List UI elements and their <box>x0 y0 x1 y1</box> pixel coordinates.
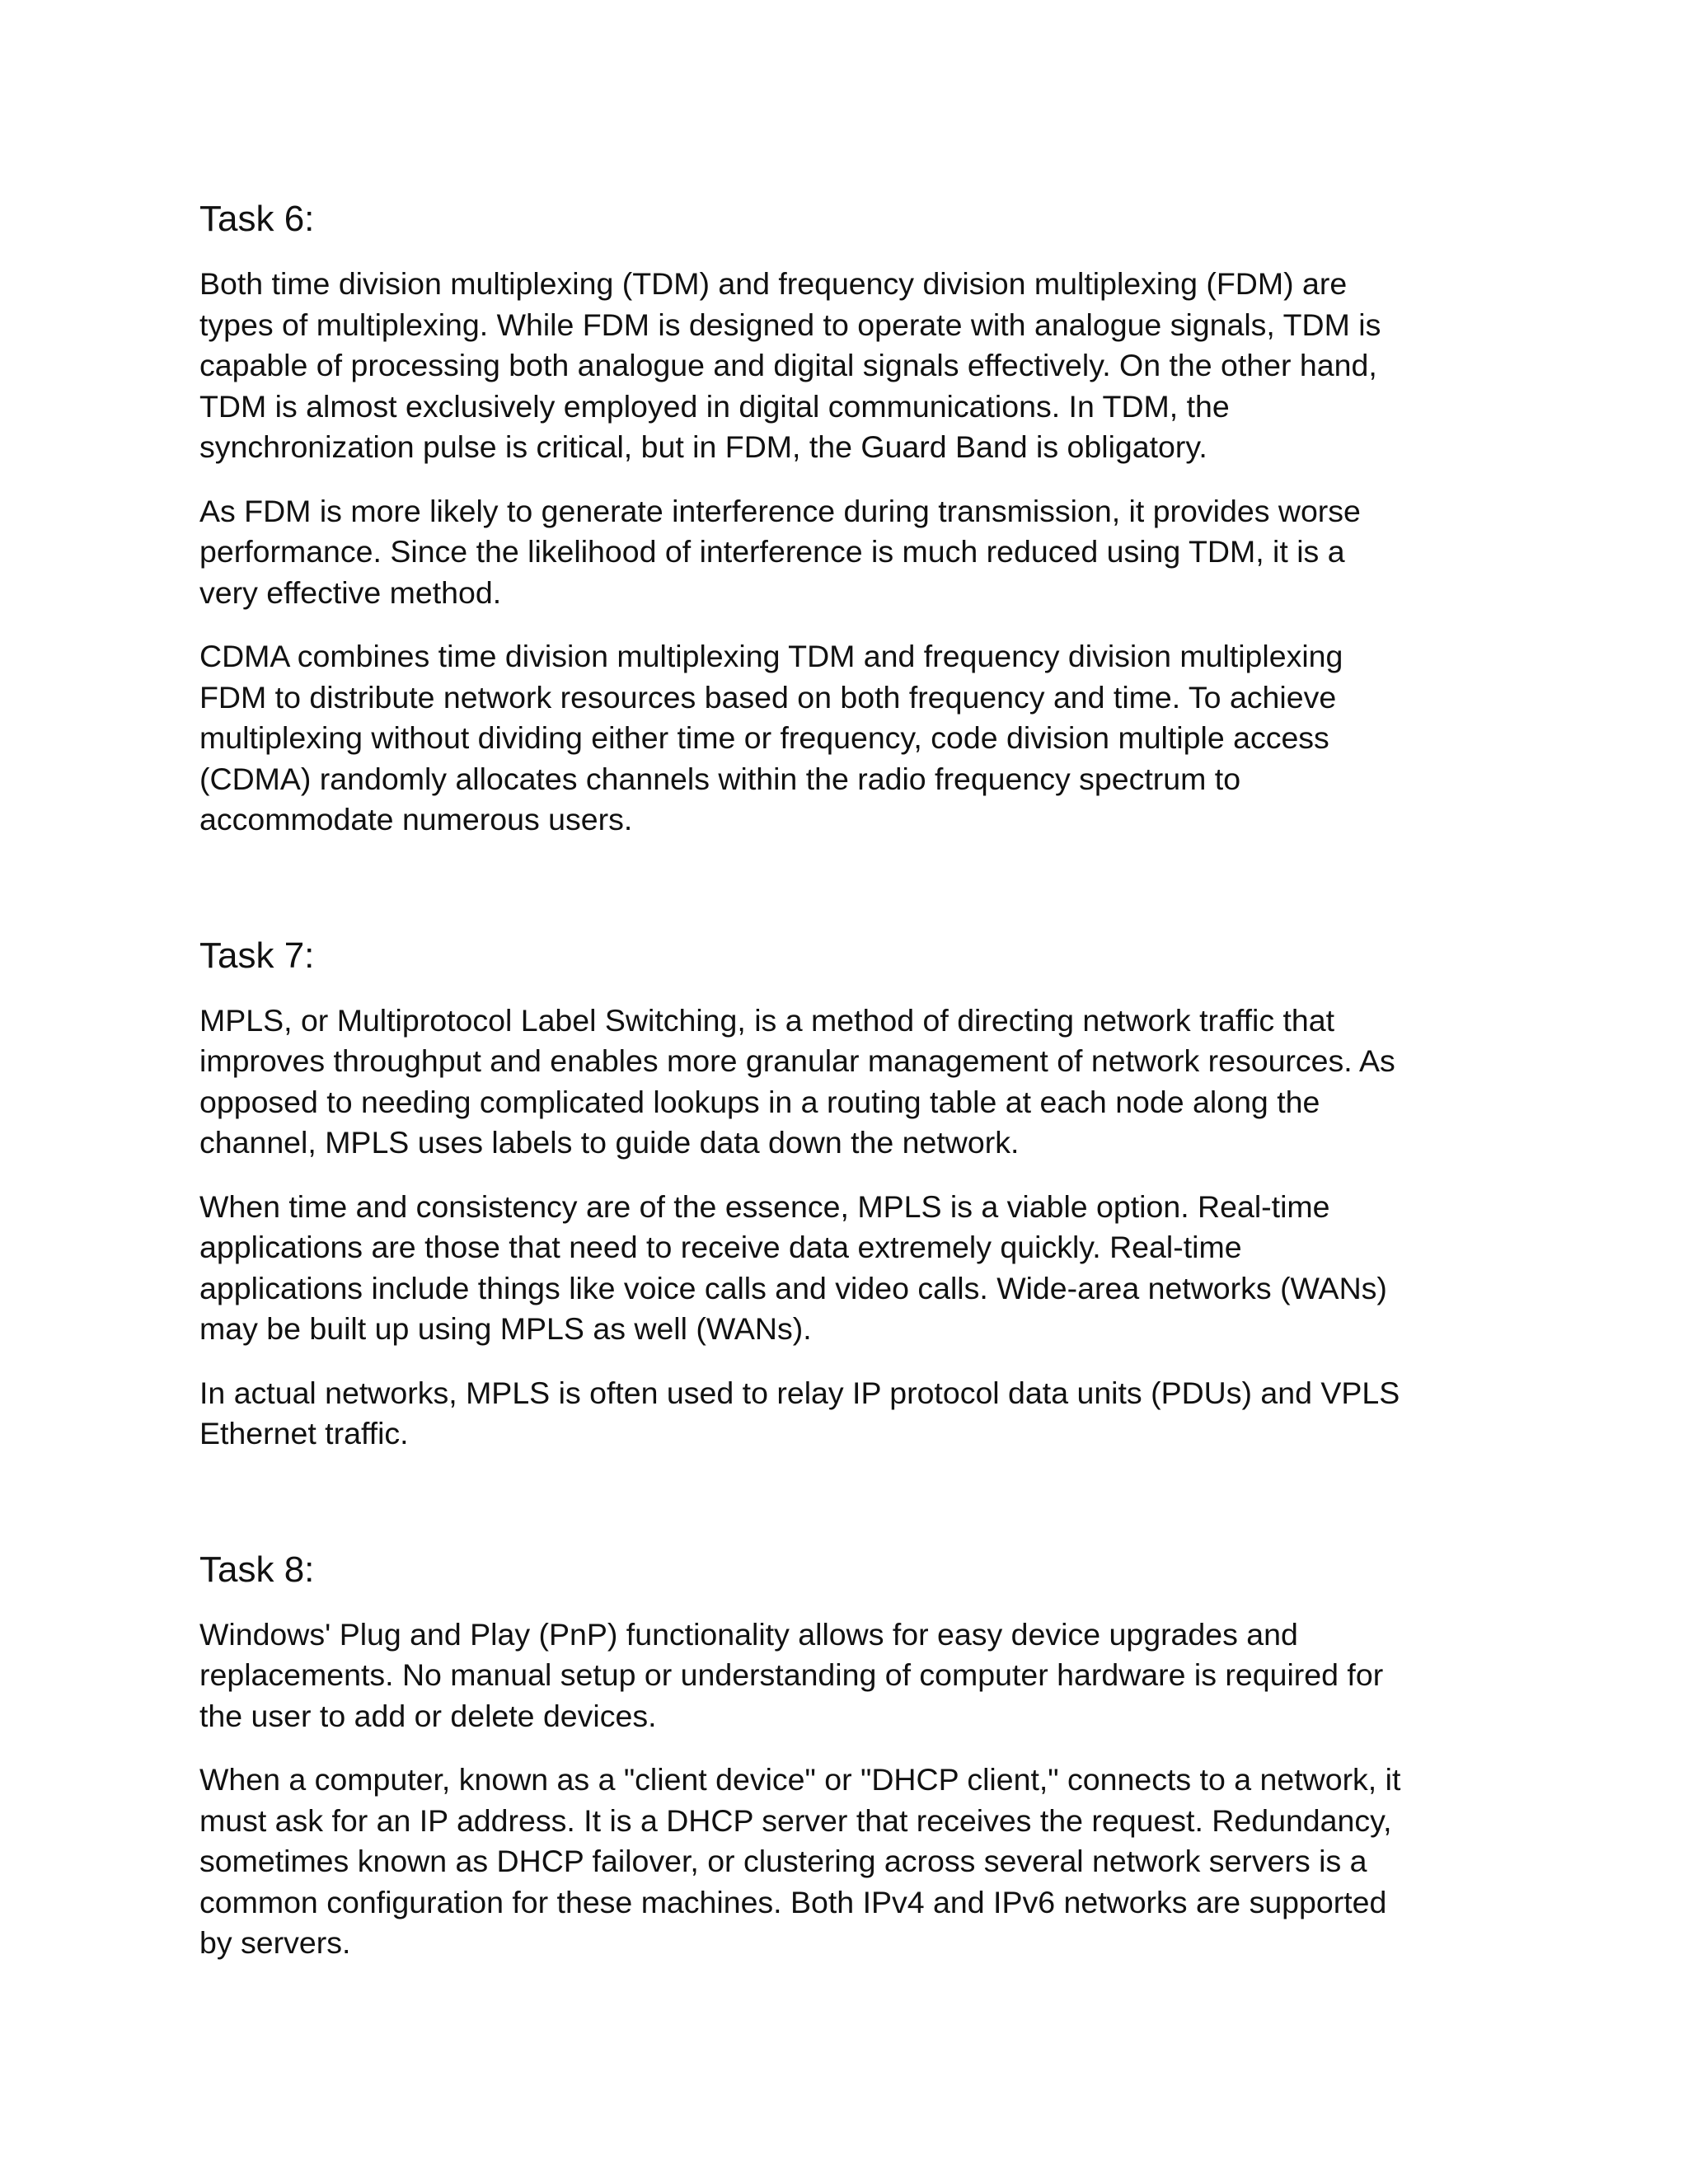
paragraph <box>199 1187 1518 1350</box>
paragraph <box>199 1373 1518 1455</box>
text-line: by servers. <box>199 1925 351 1960</box>
text-line: common configuration for these machines. Both IPv4 and IPv6 networks are supported <box>199 1884 1387 1919</box>
document-page <box>199 196 1518 1964</box>
section-heading: Task 6: <box>199 199 315 239</box>
task-8-section <box>199 1547 1518 1964</box>
text-line: opposed to needing complicated lookups in a routing table at each node along the <box>199 1084 1320 1119</box>
text-line: types of multiplexing. While FDM is designed to operate with analogue signals, TDM is <box>199 307 1381 342</box>
paragraph <box>199 264 1518 468</box>
text-line: CDMA combines time division multiplexing TDM and frequency division multiplexing <box>199 639 1343 673</box>
text-line: may be built up using MPLS as well (WANs). <box>199 1311 812 1346</box>
text-line: improves throughput and enables more granular management of network resources. As <box>199 1043 1395 1078</box>
text-line: replacements. No manual setup or understanding of computer hardware is required for <box>199 1657 1384 1692</box>
task-6-section <box>199 196 1518 841</box>
text-line: applications are those that need to receive data extremely quickly. Real-time <box>199 1230 1242 1264</box>
text-line: the user to add or delete devices. <box>199 1698 657 1733</box>
text-line: MPLS, or Multiprotocol Label Switching, is a method of directing network traffic that <box>199 1002 1335 1038</box>
text-line: TDM is almost exclusively employed in digital communications. In TDM, the <box>199 388 1230 424</box>
text-line: Ethernet traffic. <box>199 1416 409 1451</box>
paragraph <box>199 1760 1518 1964</box>
text-line: synchronization pulse is critical, but in FDM, the Guard Band is obligatory. <box>199 429 1207 464</box>
text-line: accommodate numerous users. <box>199 802 633 837</box>
paragraph <box>199 1001 1518 1164</box>
section-heading: Task 8: <box>199 1549 315 1590</box>
text-line: FDM to distribute network resources based on both frequency and time. To achieve <box>199 679 1337 715</box>
text-line: multiplexing without dividing either time or frequency, code division multiple access <box>199 720 1329 755</box>
task-7-section <box>199 933 1518 1455</box>
paragraph <box>199 636 1518 841</box>
text-line: As FDM is more likely to generate interference during transmission, it provides worse <box>199 493 1361 528</box>
text-line: capable of processing both analogue and digital signals effectively. On the other hand, <box>199 348 1377 382</box>
text-line: sometimes known as DHCP failover, or clustering across several network servers is a <box>199 1844 1367 1878</box>
text-line: applications include things like voice calls and video calls. Wide-area networks (WANs) <box>199 1270 1387 1305</box>
text-line: very effective method. <box>199 574 502 610</box>
text-line: In actual networks, MPLS is often used to relay IP protocol data units (PDUs) and VPLS <box>199 1375 1400 1410</box>
section-heading: Task 7: <box>199 935 315 976</box>
text-line: (CDMA) randomly allocates channels within the radio frequency spectrum to <box>199 761 1241 796</box>
paragraph <box>199 1615 1518 1737</box>
text-line: Windows' Plug and Play (PnP) functionality allows for easy device upgrades and <box>199 1616 1298 1652</box>
text-line: When a computer, known as a "client device" or "DHCP client," connects to a network, it <box>199 1762 1401 1797</box>
text-line: must ask for an IP address. It is a DHCP server that receives the request. Redundancy, <box>199 1802 1392 1838</box>
text-line: channel, MPLS uses labels to guide data down the network. <box>199 1125 1020 1160</box>
text-line: When time and consistency are of the essence, MPLS is a viable option. Real-time <box>199 1188 1330 1224</box>
text-line: performance. Since the likelihood of interference is much reduced using TDM, it is a <box>199 534 1345 569</box>
text-line: Both time division multiplexing (TDM) and frequency division multiplexing (FDM) are <box>199 266 1348 301</box>
paragraph <box>199 491 1518 614</box>
